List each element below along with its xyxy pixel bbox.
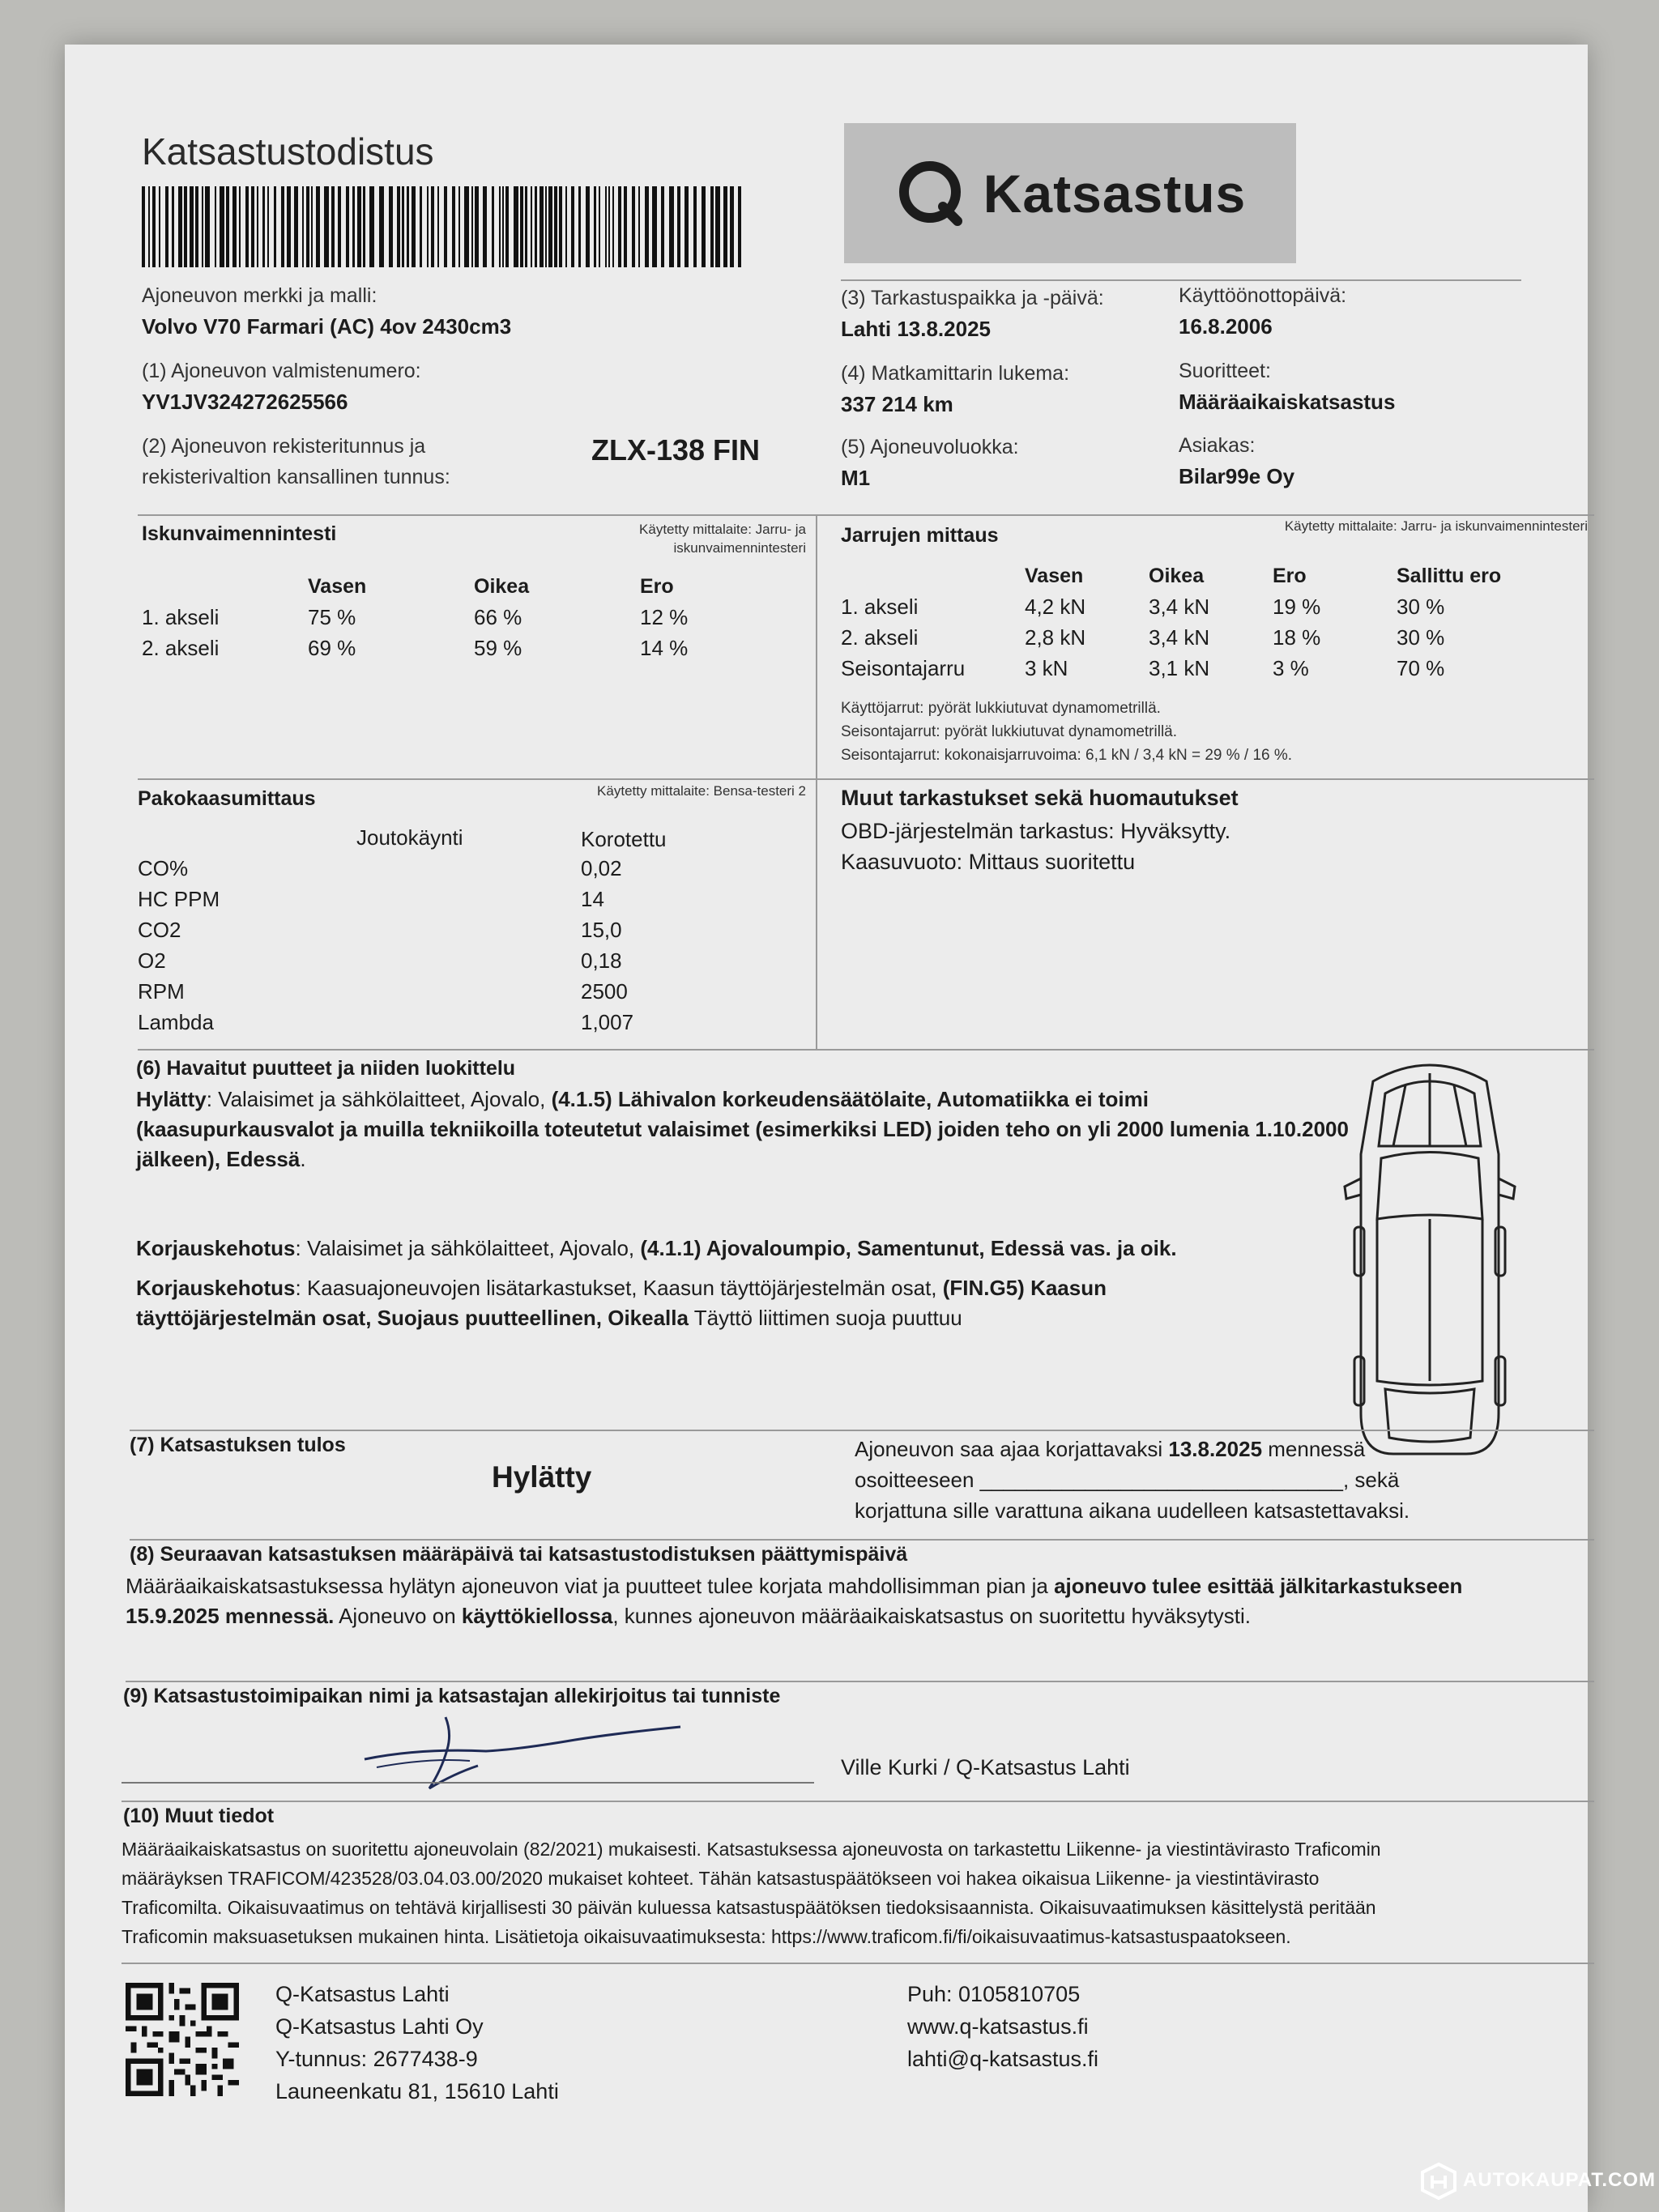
odometer-label: (4) Matkamittarin lukema: bbox=[841, 362, 1070, 385]
table-header bbox=[142, 571, 308, 602]
table-header-row bbox=[841, 560, 1542, 591]
place-label: (3) Tarkastuspaikka ja -päivä: bbox=[841, 287, 1104, 309]
defect-text: : Valaisimet ja sähkölaitteet, Ajovalo, bbox=[295, 1236, 641, 1260]
divider bbox=[130, 1430, 1594, 1431]
certificate-paper bbox=[65, 45, 1588, 2212]
divider bbox=[138, 778, 1594, 780]
table-header-row bbox=[142, 571, 761, 602]
table-cell: 69 % bbox=[308, 635, 356, 660]
reg-label-2: rekisterivaltion kansallinen tunnus: bbox=[142, 466, 450, 488]
table-header bbox=[841, 560, 1025, 591]
divider bbox=[138, 514, 1594, 516]
table-cell: 66 % bbox=[474, 604, 522, 629]
defect-item-1 bbox=[136, 1085, 1351, 1174]
table-header: Vasen bbox=[308, 574, 367, 598]
q-katsastus-logo-icon bbox=[894, 156, 969, 231]
table-row bbox=[138, 976, 633, 1007]
result-text bbox=[855, 1434, 1567, 1526]
table-cell: 3,4 kN bbox=[1149, 624, 1210, 650]
other-info-line: Traficomilta. Oikaisuvaatimus on tehtävä kirjallisesti 30 päivän kuluessa katsastuspäätöksen tiedoksisaannista. Oikaisuvaatimuksen käsittelystä peritään bbox=[122, 1897, 1376, 1918]
brand-logo bbox=[844, 123, 1296, 263]
other-checks-lines bbox=[841, 816, 1230, 877]
table-cell: 3,1 kN bbox=[1149, 655, 1210, 680]
divider bbox=[130, 1539, 1594, 1541]
next-inspection-text bbox=[126, 1571, 1519, 1631]
footer-line: Q-Katsastus Lahti bbox=[275, 1982, 450, 2006]
logo-text: Katsastus bbox=[983, 163, 1247, 224]
table-row bbox=[138, 853, 633, 884]
table-cell: 30 % bbox=[1397, 594, 1445, 619]
signature-line bbox=[122, 1782, 814, 1784]
exhaust-device: Käytetty mittalaite: Bensa-testeri 2 bbox=[597, 783, 806, 799]
footer-line: Q-Katsastus Lahti Oy bbox=[275, 2014, 484, 2039]
defect-text: : Kaasuajoneuvojen lisätarkastukset, Kaasun täyttöjärjestelmän osat, bbox=[295, 1276, 943, 1300]
next-inspection-title: (8) Seuraavan katsastuksen määräpäivä tai katsastustodistuksen päättymispäivä bbox=[130, 1543, 908, 1566]
other-info-line: Määräaikaiskatsastus on suoritettu ajoneuvolain (82/2021) mukaisesti. Katsastuksessa ajoneuvosta on tarkastettu Liikenne- ja viestintävirasto Traficomin bbox=[122, 1839, 1381, 1860]
shock-device-line-2: iskunvaimennintesteri bbox=[673, 540, 806, 556]
table-cell: 0,02 bbox=[581, 855, 622, 880]
brake-note: Seisontajarrut: pyörät lukkiutuvat dynamometrillä. bbox=[841, 723, 1178, 740]
table-cell: 1,007 bbox=[581, 1009, 634, 1034]
next-inspection-part: , kunnes ajoneuvon määräaikaiskatsastus on suoritettu hyväksytysti. bbox=[612, 1604, 1251, 1628]
other-check-line: Kaasuvuoto: Mittaus suoritettu bbox=[841, 850, 1136, 874]
table-header: Oikea bbox=[474, 574, 530, 598]
other-check-line: OBD-järjestelmän tarkastus: Hyväksytty. bbox=[841, 819, 1231, 843]
table-cell: 15,0 bbox=[581, 917, 622, 942]
defect-kind: Korjauskehotus bbox=[136, 1276, 296, 1300]
table-cell: 3 kN bbox=[1025, 655, 1068, 680]
odometer-value: 337 214 km bbox=[841, 392, 953, 416]
table-row bbox=[841, 653, 1542, 684]
other-info-title: (10) Muut tiedot bbox=[123, 1805, 275, 1827]
divider bbox=[126, 1681, 1594, 1682]
other-info-line: Traficomin maksuasetuksen mukainen hinta. Lisätietoja oikaisuvaatimuksesta: https://www.traficom.fi/fi/oikaisuvaatimus-katsastuspaatokseen. bbox=[122, 1926, 1291, 1947]
exhaust-table bbox=[138, 853, 633, 1038]
next-inspection-part: Ajoneuvo on bbox=[334, 1604, 462, 1628]
qr-code bbox=[126, 1983, 239, 2096]
footer-email[interactable]: lahti@q-katsastus.fi bbox=[907, 2047, 1098, 2071]
table-cell: 59 % bbox=[474, 635, 522, 660]
make-model-label: Ajoneuvon merkki ja malli: bbox=[142, 284, 377, 307]
result-line bbox=[855, 1434, 1567, 1464]
defect-code-text: (4.1.5) Lähivalon korkeudensäätölaite, Automatiikka ei toimi (kaasupurkausvalot ja muilla tekniikoilla toteutetut valaisimet (esimerkiksi LED) joiden teho on yli 2000 lumenia 1.10.2000 jälkeen), Edessä bbox=[136, 1087, 1349, 1171]
vin-value: YV1JV324272625566 bbox=[142, 390, 348, 414]
table-cell: RPM bbox=[138, 978, 185, 1004]
brake-test-device: Käytetty mittalaite: Jarru- ja iskunvaimennintesteri bbox=[1284, 518, 1588, 534]
car-diagram bbox=[1337, 1057, 1523, 1462]
first-use-label: Käyttöönottopäivä: bbox=[1179, 284, 1347, 307]
footer-line: Launeenkatu 81, 15610 Lahti bbox=[275, 2079, 559, 2103]
autokaupat-logo-icon bbox=[1419, 2161, 1458, 2200]
watermark bbox=[1419, 2161, 1656, 2200]
vin-label: (1) Ajoneuvon valmistenumero: bbox=[142, 360, 421, 382]
next-inspection-part: Määräaikaiskatsastuksessa hylätyn ajoneuvon viat ja puutteet tulee korjata mahdollisimman pian ja bbox=[126, 1574, 1055, 1598]
defect-kind: Korjauskehotus bbox=[136, 1236, 296, 1260]
table-cell: 12 % bbox=[640, 604, 689, 629]
brake-test-title: Jarrujen mittaus bbox=[841, 524, 999, 547]
table-cell: 2. akseli bbox=[841, 624, 919, 650]
exhaust-col-idle: Joutokäynti bbox=[356, 825, 463, 850]
signature-title: (9) Katsastustoimipaikan nimi ja katsastajan allekirjoitus tai tunniste bbox=[123, 1685, 781, 1707]
divider bbox=[122, 1963, 1594, 1964]
customer-label: Asiakas: bbox=[1179, 434, 1256, 457]
divider bbox=[122, 1801, 1594, 1802]
defects-title: (6) Havaitut puutteet ja niiden luokittelu bbox=[136, 1057, 516, 1080]
other-checks-title: Muut tarkastukset sekä huomautukset bbox=[841, 786, 1239, 810]
other-info-text bbox=[122, 1835, 1604, 1951]
brake-test-table bbox=[841, 560, 1542, 684]
document-title: Katsastustodistus bbox=[142, 130, 434, 173]
defect-end: . bbox=[300, 1147, 306, 1171]
table-header: Oikea bbox=[1149, 564, 1205, 587]
brake-note: Käyttöjarrut: pyörät lukkiutuvat dynamometrillä. bbox=[841, 700, 1161, 717]
footer-line: Y-tunnus: 2677438-9 bbox=[275, 2047, 478, 2071]
shock-test-title: Iskunvaimennintesti bbox=[142, 522, 337, 545]
table-cell: O2 bbox=[138, 948, 166, 973]
first-use-value: 16.8.2006 bbox=[1179, 314, 1273, 339]
table-cell: CO% bbox=[138, 855, 189, 880]
result-text-part: , sekä bbox=[1342, 1468, 1400, 1492]
exhaust-title: Pakokaasumittaus bbox=[138, 787, 316, 810]
table-cell: 18 % bbox=[1273, 624, 1321, 650]
table-header: Sallittu ero bbox=[1397, 564, 1502, 587]
inspector-name: Ville Kurki / Q-Katsastus Lahti bbox=[841, 1755, 1130, 1779]
next-inspection-bold: käyttökiellossa bbox=[461, 1604, 613, 1628]
table-row bbox=[138, 914, 633, 945]
brake-notes bbox=[841, 697, 1292, 767]
table-cell: 2. akseli bbox=[142, 635, 220, 660]
registration-number: ZLX-138 FIN bbox=[591, 433, 761, 467]
table-cell: 19 % bbox=[1273, 594, 1321, 619]
table-cell: 3,4 kN bbox=[1149, 594, 1210, 619]
defect-code-text: (FIN.G5) Kaasun täyttöjärjestelmän osat, Suojaus puutteellinen, Oikealla bbox=[136, 1276, 1107, 1330]
defect-item-2 bbox=[136, 1234, 1351, 1264]
result-line bbox=[855, 1464, 1567, 1495]
table-cell: CO2 bbox=[138, 917, 181, 942]
footer-company bbox=[275, 1978, 559, 2108]
result-text-part: Ajoneuvon saa ajaa korjattavaksi bbox=[855, 1437, 1169, 1461]
table-row bbox=[138, 945, 633, 976]
shock-test-device bbox=[551, 520, 806, 557]
defect-end: Täyttö liittimen suoja puuttuu bbox=[688, 1306, 962, 1330]
table-cell: 2500 bbox=[581, 978, 628, 1004]
table-row bbox=[841, 622, 1542, 653]
table-cell: 14 bbox=[581, 886, 604, 911]
result-text-part: mennessä bbox=[1262, 1437, 1366, 1461]
next-inspection-bold: ajoneuvo tulee esittää jälkitarkastukseen 15.9.2025 mennessä. bbox=[126, 1574, 1463, 1628]
table-cell: 1. akseli bbox=[142, 604, 220, 629]
table-row bbox=[841, 591, 1542, 622]
result-value: Hylätty bbox=[492, 1460, 592, 1494]
table-header: Ero bbox=[1273, 564, 1307, 587]
brake-note: Seisontajarrut: kokonaisjarruvoima: 6,1 kN / 3,4 kN = 29 % / 16 %. bbox=[841, 747, 1293, 764]
table-row bbox=[138, 1007, 633, 1038]
footer-contact bbox=[907, 1978, 1098, 2075]
table-cell: Lambda bbox=[138, 1009, 214, 1034]
table-cell: HC PPM bbox=[138, 886, 220, 911]
defect-code-text: (4.1.1) Ajovaloumpio, Samentunut, Edessä vas. ja oik. bbox=[640, 1236, 1177, 1260]
table-header: Ero bbox=[640, 574, 674, 598]
result-line: korjattuna sille varattuna aikana uudelleen katsastettavaksi. bbox=[855, 1498, 1410, 1523]
exhaust-col-raised: Korotettu bbox=[581, 827, 667, 851]
other-info-line: määräyksen TRAFICOM/423528/03.04.03.00/2020 mukaiset kohteet. Tähän katsastuspäätökseen voi hakea oikaisua Liikenne- ja viestintävirasto bbox=[122, 1868, 1320, 1889]
defect-text: : Valaisimet ja sähkölaitteet, Ajovalo, bbox=[206, 1087, 552, 1111]
table-cell: 1. akseli bbox=[841, 594, 919, 619]
performed-label: Suoritteet: bbox=[1179, 360, 1271, 382]
signature bbox=[356, 1701, 697, 1798]
make-model-value: Volvo V70 Farmari (AC) 4ov 2430cm3 bbox=[142, 314, 512, 339]
divider bbox=[816, 514, 817, 1049]
footer-phone: Puh: 0105810705 bbox=[907, 1982, 1081, 2006]
barcode bbox=[142, 186, 745, 267]
table-row bbox=[142, 633, 761, 663]
table-row bbox=[142, 602, 761, 633]
customer-value: Bilar99e Oy bbox=[1179, 464, 1295, 488]
table-cell: Seisontajarru bbox=[841, 655, 966, 680]
table-cell: 14 % bbox=[640, 635, 689, 660]
table-cell: 0,18 bbox=[581, 948, 622, 973]
class-value: M1 bbox=[841, 466, 871, 490]
class-label: (5) Ajoneuvoluokka: bbox=[841, 436, 1019, 458]
table-row bbox=[138, 884, 633, 914]
divider bbox=[138, 1049, 1594, 1051]
table-cell: 30 % bbox=[1397, 624, 1445, 650]
shock-test-table bbox=[142, 571, 761, 663]
result-date: 13.8.2025 bbox=[1168, 1437, 1263, 1461]
result-title: (7) Katsastuksen tulos bbox=[130, 1434, 346, 1456]
table-cell: 75 % bbox=[308, 604, 356, 629]
watermark-text: AUTOKAUPAT.COM bbox=[1463, 2169, 1656, 2191]
defect-kind: Hylätty bbox=[136, 1087, 207, 1111]
table-header: Vasen bbox=[1025, 564, 1084, 587]
table-cell: 2,8 kN bbox=[1025, 624, 1086, 650]
table-cell: 70 % bbox=[1397, 655, 1445, 680]
reg-label-1: (2) Ajoneuvon rekisteritunnus ja bbox=[142, 435, 426, 458]
shock-device-line-1: Käytetty mittalaite: Jarru- ja bbox=[639, 522, 806, 537]
place-value: Lahti 13.8.2025 bbox=[841, 317, 991, 341]
defect-item-3 bbox=[136, 1273, 1254, 1333]
footer-website[interactable]: www.q-katsastus.fi bbox=[907, 2014, 1089, 2039]
table-cell: 3 % bbox=[1273, 655, 1309, 680]
table-cell: 4,2 kN bbox=[1025, 594, 1086, 619]
result-text-part: osoitteeseen bbox=[855, 1468, 980, 1492]
address-blank: _______________________________ bbox=[979, 1468, 1343, 1492]
performed-value: Määräaikaiskatsastus bbox=[1179, 390, 1396, 414]
